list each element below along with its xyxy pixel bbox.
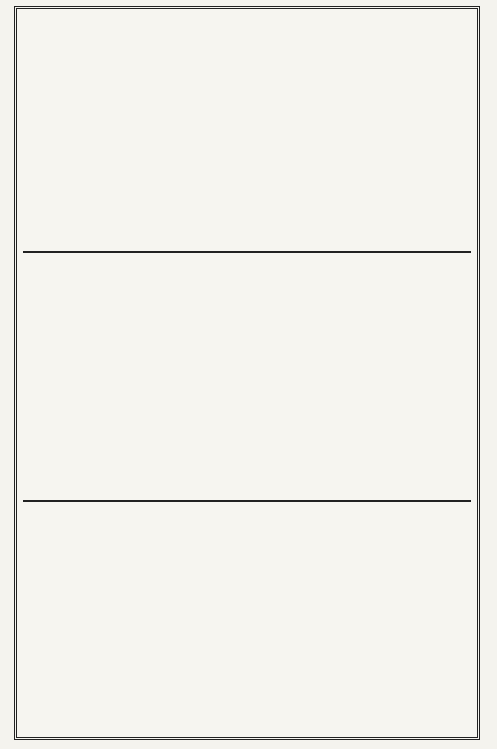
text-column: [293, 17, 311, 247]
text-column: [381, 261, 399, 496]
text-column: [23, 17, 25, 247]
text-column: [161, 510, 179, 730]
text-column: [403, 17, 421, 247]
text-column: [183, 261, 201, 496]
text-column: [337, 510, 355, 730]
text-column: [117, 17, 135, 247]
text-column: [95, 510, 113, 730]
text-column: [161, 17, 179, 247]
text-column: [271, 17, 289, 247]
page-frame: [14, 6, 480, 740]
panel-top: [23, 13, 471, 253]
text-column: [403, 510, 421, 730]
text-column: [271, 261, 289, 496]
text-column: [51, 261, 69, 496]
text-column: [183, 17, 201, 247]
panel-middle-columns: [23, 257, 471, 500]
text-column: [381, 510, 399, 730]
text-column: [73, 261, 91, 496]
text-column: [447, 510, 465, 730]
text-column: [139, 261, 157, 496]
text-column: [205, 510, 223, 730]
text-column: [29, 261, 47, 496]
text-column: [337, 17, 355, 247]
text-column: [73, 510, 91, 730]
text-column: [51, 510, 69, 730]
text-column: [51, 17, 69, 247]
text-column: [249, 510, 267, 730]
text-column: [161, 261, 179, 496]
panel-bottom-columns: [23, 506, 471, 734]
text-column: [425, 261, 443, 496]
text-column: [359, 17, 377, 247]
text-column: [205, 261, 223, 496]
text-column: [139, 510, 157, 730]
text-column: [183, 510, 201, 730]
text-column: [381, 17, 399, 247]
text-column: [227, 261, 245, 496]
text-column: [271, 510, 289, 730]
text-column: [447, 17, 465, 247]
text-column: [359, 261, 377, 496]
text-column: [425, 17, 443, 247]
text-column: [95, 261, 113, 496]
text-column: [359, 510, 377, 730]
text-column: [425, 510, 443, 730]
text-column: [249, 261, 267, 496]
text-column: [447, 261, 465, 496]
text-column: [315, 261, 333, 496]
text-column: [95, 17, 113, 247]
text-column: [227, 510, 245, 730]
text-column: [293, 261, 311, 496]
text-column: [337, 261, 355, 496]
text-column: [73, 17, 91, 247]
text-column: [29, 17, 47, 247]
text-column: [117, 261, 135, 496]
text-column: [315, 510, 333, 730]
text-column: [205, 17, 223, 247]
text-column: [117, 510, 135, 730]
text-column: [293, 510, 311, 730]
text-column: [403, 261, 421, 496]
text-column: [249, 17, 267, 247]
text-column: [227, 17, 245, 247]
text-column: [23, 261, 25, 496]
panel-top-columns: [23, 13, 471, 251]
text-column: [139, 17, 157, 247]
panel-bottom: [23, 506, 471, 734]
panel-middle: [23, 257, 471, 502]
text-column: [315, 17, 333, 247]
